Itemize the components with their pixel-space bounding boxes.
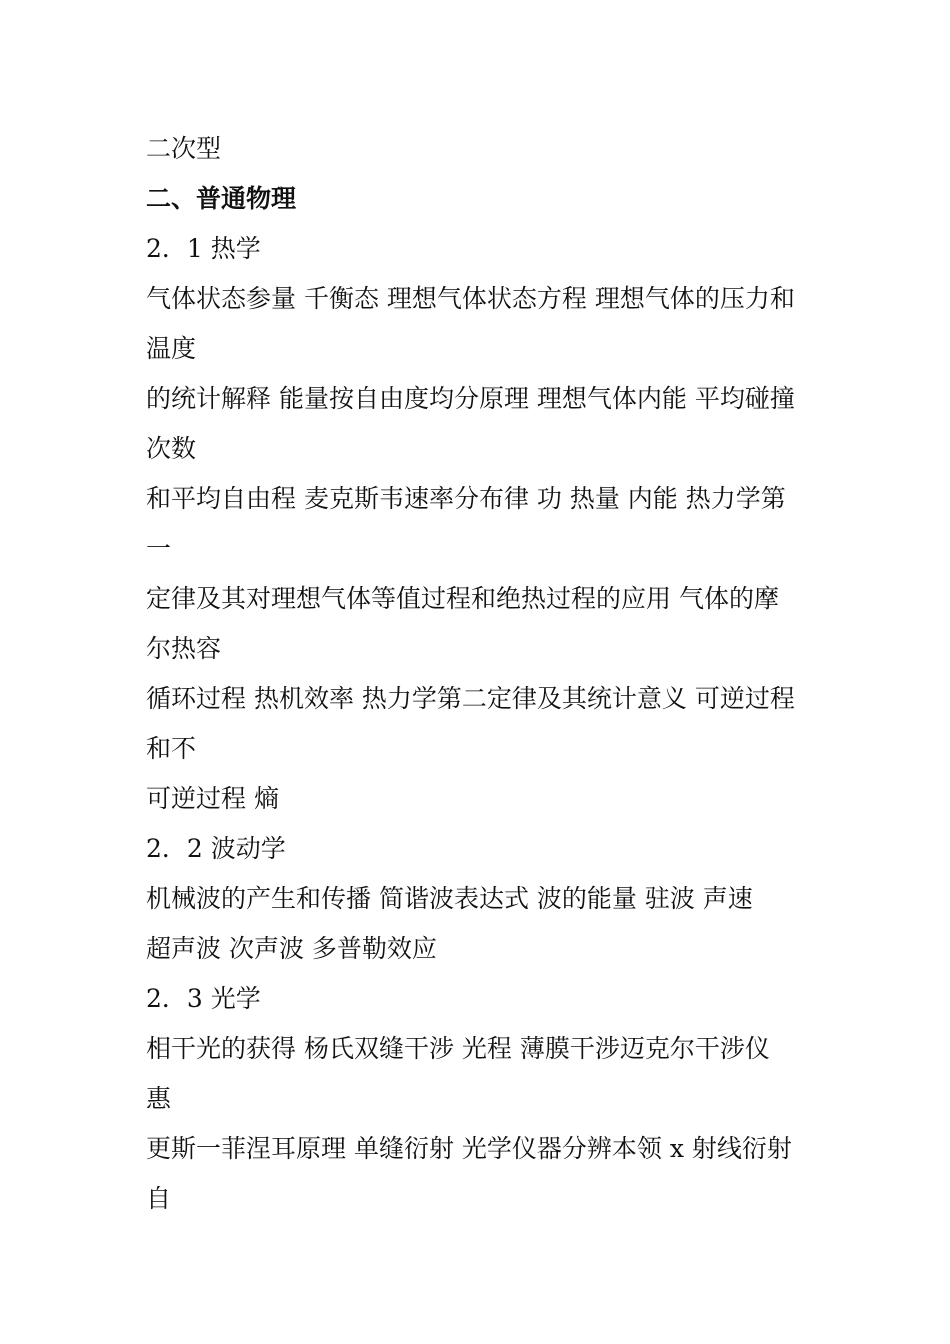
text-line: 定律及其对理想气体等值过程和绝热过程的应用 气体的摩 [146, 584, 779, 613]
text-line: 机械波的产生和传播 简谐波表达式 波的能量 驻波 声速 [146, 884, 753, 913]
text-line: 尔热容 [146, 634, 222, 663]
text-line: 二次型 [146, 134, 222, 163]
text-line: 循环过程 热机效率 热力学第二定律及其统计意义 可逆过程 [146, 684, 795, 713]
text-line: 超声波 次声波 多普勒效应 [146, 934, 437, 963]
text-line: 相干光的获得 杨氏双缝干涉 光程 薄膜干涉迈克尔干涉仪 [146, 1034, 770, 1063]
text-line: 可逆过程 熵 [146, 784, 279, 813]
subsection-heading: 2．1 热学 [146, 234, 261, 263]
subsection-heading: 2．2 波动学 [146, 834, 286, 863]
text-line: 一 [146, 534, 172, 563]
document-body [146, 124, 816, 1224]
text-line: 更斯一菲涅耳原理 单缝衍射 光学仪器分辨本领 x 射线衍射 [146, 1134, 792, 1163]
text-line: 气体状态参量 千衡态 理想气体状态方程 理想气体的压力和 [146, 284, 795, 313]
text-line: 的统计解释 能量按自由度均分原理 理想气体内能 平均碰撞 [146, 384, 795, 413]
section-heading: 二、普通物理 [146, 184, 297, 213]
subsection-heading: 2．3 光学 [146, 984, 261, 1013]
text-line: 和平均自由程 麦克斯韦速率分布律 功 热量 内能 热力学第 [146, 484, 786, 513]
text-line: 和不 [146, 734, 197, 763]
text-line: 温度 [146, 334, 197, 363]
text-line: 次数 [146, 434, 197, 463]
text-line: 惠 [146, 1084, 172, 1113]
text-line: 自 [146, 1184, 172, 1213]
